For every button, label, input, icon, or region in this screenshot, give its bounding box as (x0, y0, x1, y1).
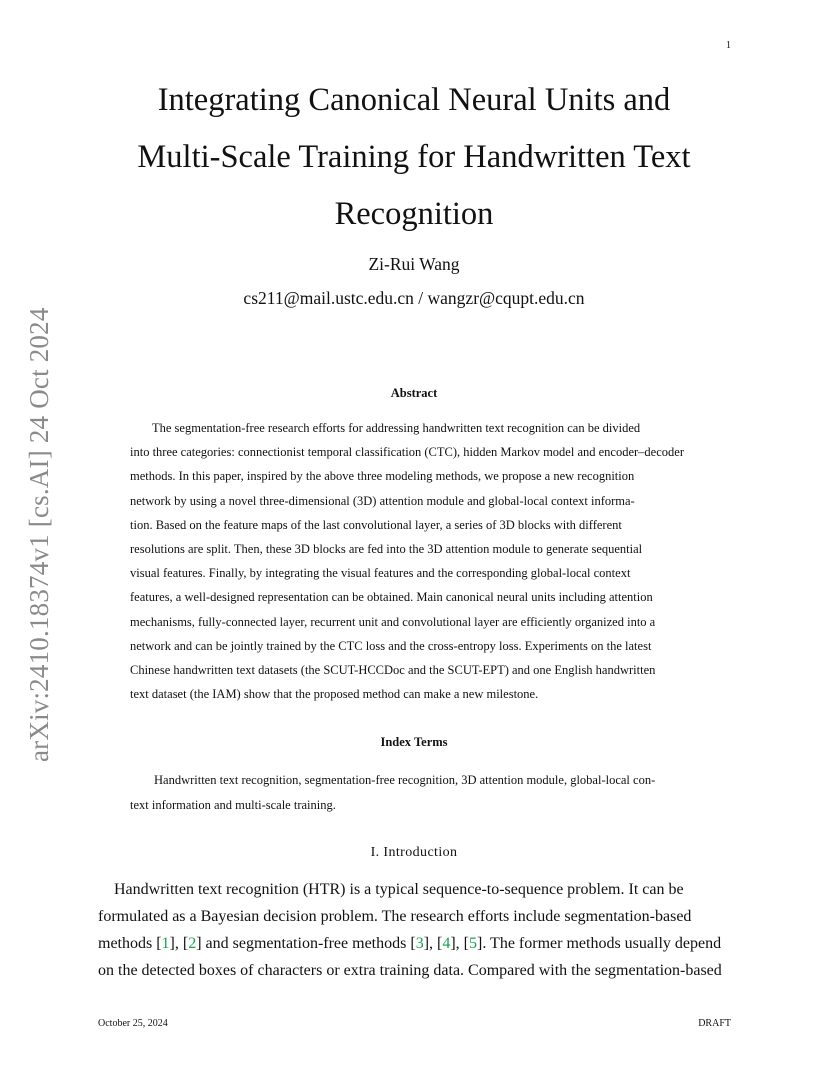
abstract-line: resolutions are split. Then, these 3D blocks are fed into the 3D attention module to generate sequential (130, 542, 643, 557)
citation-link[interactable]: 4 (442, 935, 451, 952)
abstract-line: tion. Based on the feature maps of the last convolutional layer, a series of 3D blocks with different (130, 517, 622, 532)
title-line: Recognition (334, 196, 494, 232)
abstract-line: features, a well-designed representation can be obtained. Main canonical neural units including attention (130, 590, 653, 605)
title-line: Integrating Canonical Neural Units and (157, 82, 671, 118)
intro-line: on the detected boxes of characters or extra training data. Compared with the segmentation-based (98, 962, 722, 979)
abstract-line: The segmentation-free research efforts for addressing handwritten text recognition can be divided (152, 421, 641, 435)
introduction-body (98, 876, 732, 984)
index-terms-line: text information and multi-scale training. (130, 797, 336, 812)
intro-line: Handwritten text recognition (HTR) is a typical sequence-to-sequence problem. It can be (114, 881, 684, 898)
citation-link[interactable]: 2 (188, 935, 197, 952)
index-terms-line: Handwritten text recognition, segmentation-free recognition, 3D attention module, global-local con- (154, 773, 656, 787)
index-terms-body (130, 768, 698, 817)
footer-date: October 25, 2024 (98, 1018, 168, 1029)
abstract-line: network and can be jointly trained by the CTC loss and the cross-entropy loss. Experiments on the latest (130, 638, 652, 653)
abstract-line: visual features. Finally, by integrating the visual features and the corresponding global-local context (130, 566, 631, 581)
footer-draft-label: DRAFT (698, 1018, 731, 1029)
title-line: Multi-Scale Training for Handwritten Text (137, 139, 691, 175)
citation-link[interactable]: 1 (161, 935, 170, 952)
abstract-body (130, 416, 698, 706)
paper-title (100, 72, 728, 243)
arxiv-side-stamp: arXiv:2410.18374v1 [cs.AI] 24 Oct 2024 (24, 307, 54, 762)
section-heading: I. Introduction (370, 845, 458, 860)
page-number: 1 (726, 40, 731, 51)
abstract-line: network by using a novel three-dimensional (3D) attention module and global-local context informa- (130, 493, 635, 508)
abstract-line: Chinese handwritten text datasets (the SCUT-HCCDoc and the SCUT-EPT) and one English handwritten (130, 663, 656, 678)
intro-line-with-citations: methods [1], [2] and segmentation-free methods [3], [4], [5]. The former methods usually depend (98, 935, 722, 952)
index-terms-heading: Index Terms (380, 735, 448, 749)
abstract-line: text dataset (the IAM) show that the proposed method can make a new milestone. (130, 687, 539, 702)
abstract-line: mechanisms, fully-connected layer, recurrent unit and convolutional layer are efficiently organized into a (130, 614, 656, 629)
citation-link[interactable]: 3 (415, 935, 424, 952)
abstract-line: into three categories: connectionist temporal classification (CTC), hidden Markov model and encoder–decoder (130, 445, 684, 460)
intro-line: formulated as a Bayesian decision problem. The research efforts include segmentation-based (98, 908, 692, 925)
author-email: cs211@mail.ustc.edu.cn / wangzr@cqupt.edu.cn (243, 288, 585, 308)
abstract-line: methods. In this paper, inspired by the above three modeling methods, we propose a new recognition (130, 469, 635, 484)
author-name: Zi-Rui Wang (368, 254, 460, 274)
citation-link[interactable]: 5 (469, 935, 477, 952)
abstract-heading: Abstract (390, 386, 438, 400)
